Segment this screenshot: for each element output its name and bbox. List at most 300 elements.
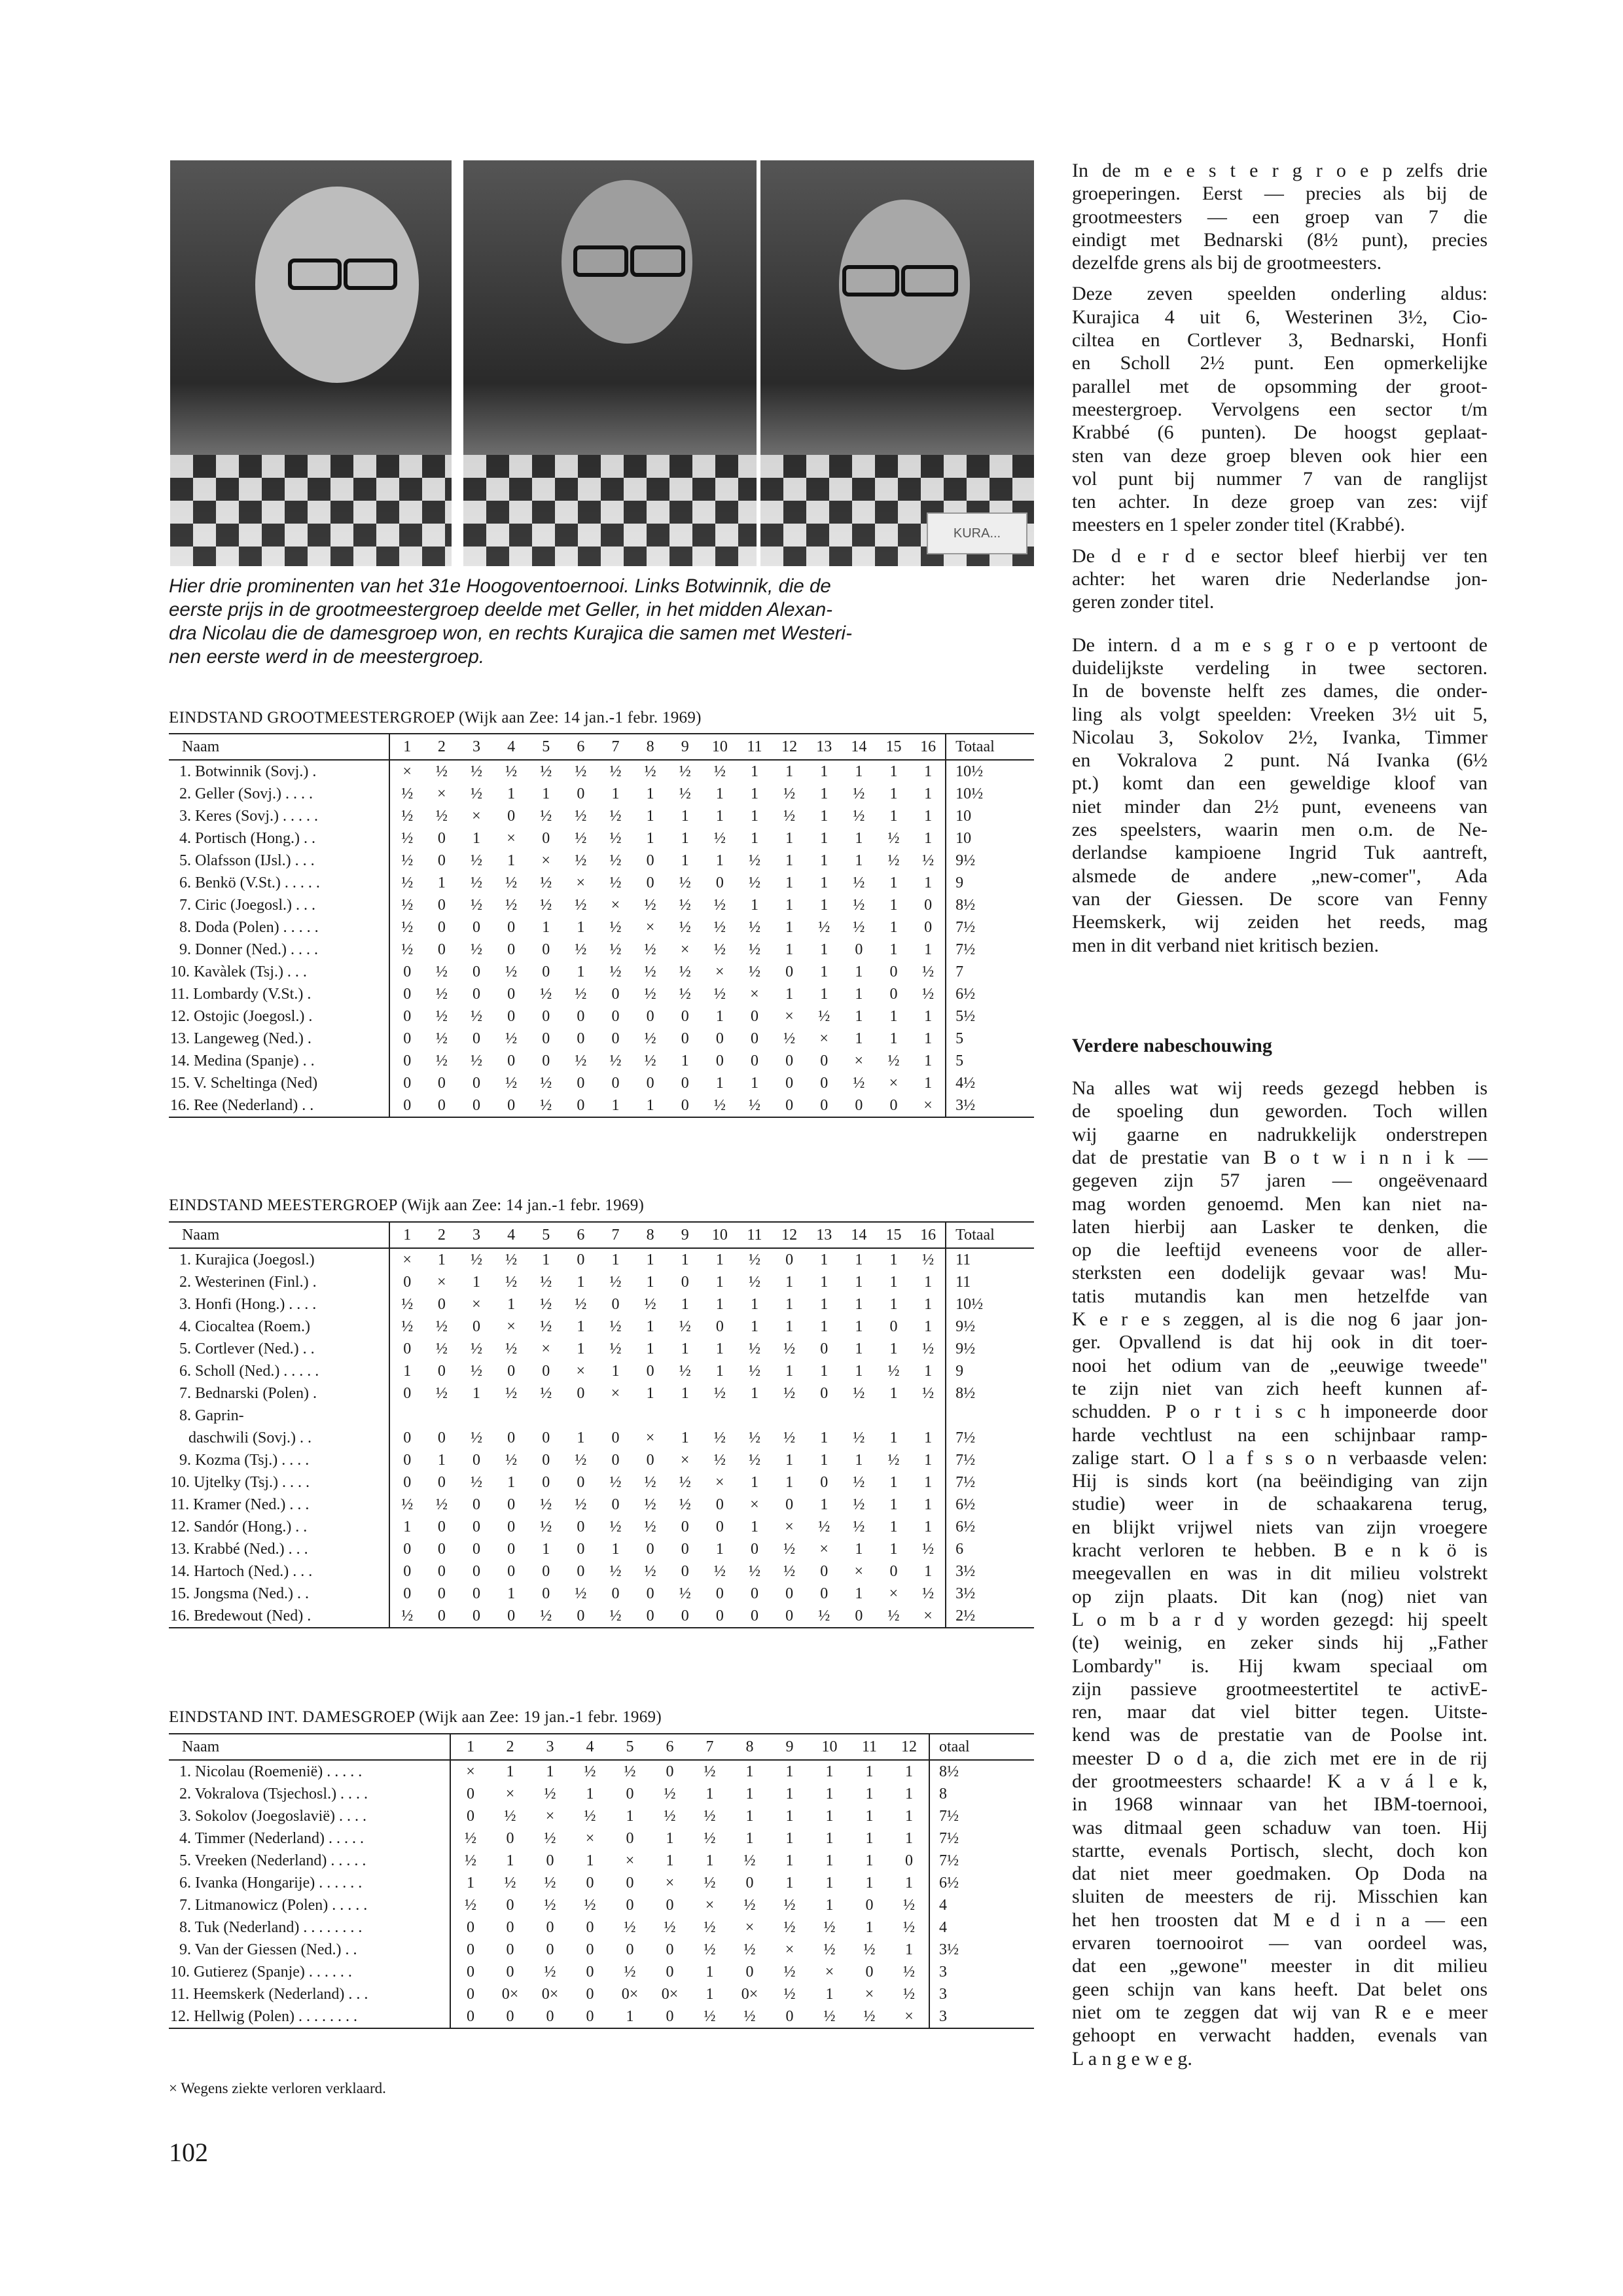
result-cell: 1 (889, 1007, 898, 1025)
result-cell: 1 (681, 1251, 689, 1268)
result-cell: 1 (924, 1052, 933, 1069)
result-cell: 0 (542, 1429, 550, 1446)
result-cell: 1 (889, 918, 898, 936)
result-cell: ½ (505, 963, 518, 980)
result-cell: 1 (825, 1807, 834, 1825)
column-header-opponent: 7 (598, 734, 633, 760)
result-cell: ½ (853, 1496, 865, 1513)
result-cell: ½ (401, 896, 414, 914)
result-cell: × (854, 1562, 864, 1580)
result-cell: ½ (887, 829, 900, 847)
result-cell: ½ (435, 1496, 448, 1513)
column-header-total: Totaal (946, 1222, 1034, 1248)
caption-line: nen eerste werd in de meestergroep. (169, 646, 485, 668)
result-cell: ½ (529, 1094, 563, 1117)
result-cell: 0 (542, 1007, 550, 1025)
result-cell: ½ (575, 852, 587, 869)
article-line: Lombardy" is. Hij kwam speciaal om (1072, 1655, 1488, 1677)
result-cell: ½ (470, 1473, 482, 1491)
result-cell: 0 (715, 1585, 724, 1602)
result-cell: 0 (668, 1605, 702, 1628)
result-cell: ½ (470, 1052, 482, 1069)
article-line: meesters en 1 speler zonder titel (Krabbé). (1072, 514, 1405, 536)
result-cell: ½ (505, 1340, 518, 1357)
result-cell: ½ (609, 1518, 622, 1535)
result-cell: ½ (748, 1340, 760, 1357)
result-cell (529, 1405, 563, 1427)
result-cell: ½ (470, 941, 482, 958)
article-line: mag worden genoemd. Men kan niet na- (1072, 1193, 1488, 1215)
result-cell: ½ (505, 1074, 518, 1092)
result-cell: ½ (922, 963, 935, 980)
result-cell: ½ (401, 807, 414, 825)
photo-kurajica (760, 160, 1034, 566)
player-name: 2. Westerinen (Finl.) . (169, 1271, 389, 1293)
result-cell: 0 (785, 1251, 794, 1268)
result-cell: 1 (820, 874, 829, 891)
player-name: 8. Tuk (Nederland) . . . . . . . . (169, 1916, 450, 1939)
article-line: ervaren toernooirot — van oordeel was, (1072, 1932, 1488, 1954)
column-header-opponent: 14 (842, 1222, 876, 1248)
result-cell: 0 (507, 1562, 516, 1580)
result-cell: 1 (924, 1518, 933, 1535)
table-row (169, 1293, 1034, 1316)
result-cell: ½ (505, 874, 518, 891)
result-cell: 0 (842, 1605, 876, 1628)
result-cell: ½ (853, 896, 865, 914)
column-header-name: Naam (169, 734, 389, 760)
result-cell: 1 (715, 807, 724, 825)
article-line: ling als volgt speelden: Vreeken 3½ uit 5, (1072, 703, 1488, 725)
result-cell: ½ (748, 918, 760, 936)
article-line: gehoopt en verwacht hadden, evenals van (1072, 2024, 1488, 2047)
result-cell: 1 (586, 1785, 594, 1803)
result-cell: 0 (389, 1094, 424, 1117)
table-title-meestergroep: EINDSTAND MEESTERGROEP (Wijk aan Zee: 14 jan.-1 febr. 1969) (169, 1196, 645, 1214)
player-name: 3. Honfi (Hong.) . . . . (169, 1293, 389, 1316)
result-cell: ½ (704, 1874, 716, 1892)
result-cell: × (545, 1807, 555, 1825)
result-cell: 0 (820, 1052, 829, 1069)
result-cell: 1 (745, 1763, 754, 1780)
result-cell: 0 (467, 1963, 474, 1981)
result-cell: 1 (472, 1273, 480, 1291)
result-cell: 0 (772, 1094, 807, 1117)
result-cell: 1 (437, 1451, 446, 1469)
table-row (169, 1783, 1034, 1805)
result-cell: × (889, 1074, 899, 1092)
article-line: L o m b a r d y worden gezegd: hij speelt (1072, 1608, 1488, 1630)
result-cell: 1 (825, 1785, 834, 1803)
result-cell: × (507, 829, 516, 847)
result-cell: ½ (713, 941, 726, 958)
result-cell: ½ (540, 1318, 552, 1335)
table-row (169, 1360, 1034, 1382)
article-line: derlandse kampioene Ingrid Tuk aantreft, (1072, 842, 1488, 864)
result-cell: 1 (820, 1362, 829, 1380)
result-cell: 1 (715, 1273, 724, 1291)
result-cell: ½ (704, 1829, 716, 1847)
player-name: 14. Hartoch (Ned.) . . . (169, 1560, 389, 1583)
player-name: 13. Krabbé (Ned.) . . . (169, 1538, 389, 1560)
result-cell: ½ (887, 1362, 900, 1380)
result-cell: 1 (865, 1829, 874, 1847)
column-header-name: Naam (169, 1222, 389, 1248)
result-cell: 0 (467, 1918, 474, 1936)
result-cell: 1 (924, 941, 933, 958)
result-cell: 0 (633, 1605, 668, 1628)
result-cell: ½ (679, 762, 691, 780)
result-cell: ½ (922, 1384, 935, 1402)
result-cell: 0 (542, 1562, 550, 1580)
result-cell: 1 (750, 829, 758, 847)
result-cell: 1 (666, 1829, 674, 1847)
player-name: 14. Medina (Spanje) . . (169, 1050, 389, 1072)
article-line: zes speelsters, waarin men o.m. de Ne- (1072, 819, 1488, 841)
result-cell: 0 (437, 1473, 446, 1491)
result-cell: ½ (679, 1318, 691, 1335)
result-cell: 1 (785, 985, 794, 1003)
result-cell: 0 (611, 1496, 620, 1513)
table-row (169, 1605, 1034, 1628)
table-row (169, 1316, 1034, 1338)
result-cell: 0 (459, 1094, 493, 1117)
result-cell (842, 1405, 876, 1427)
result-cell: ½ (540, 1496, 552, 1513)
result-cell: 0 (403, 1473, 412, 1491)
player-name: 4. Ciocaltea (Roem.) (169, 1316, 389, 1338)
article-line: ger. Opvallend is dat hij ook in dit toer- (1072, 1331, 1488, 1354)
total-score: 9 (946, 1360, 1034, 1382)
result-cell: 1 (855, 852, 863, 869)
result-cell: ½ (435, 963, 448, 980)
result-cell: 1 (889, 1295, 898, 1313)
result-cell: 1 (905, 1829, 913, 1847)
result-cell: 0 (530, 2005, 570, 2028)
table-row (169, 1005, 1034, 1028)
result-cell: 0 (506, 1941, 514, 1958)
article-line: (te) weinig, en zeker sinds hij „Father (1072, 1632, 1488, 1654)
article-line: grootmeesters — een groep van 7 die (1072, 206, 1488, 228)
result-cell: ½ (713, 985, 726, 1003)
result-cell: 0 (577, 1562, 585, 1580)
column-header-opponent: 9 (668, 734, 702, 760)
table-row (169, 1271, 1034, 1293)
result-cell: 1 (750, 785, 758, 802)
photo-glasses (630, 245, 685, 277)
column-header-opponent: 9 (770, 1734, 810, 1760)
result-cell: ½ (704, 1763, 716, 1780)
result-cell: 0 (646, 1540, 654, 1558)
result-cell: 1 (715, 852, 724, 869)
result-cell: 1 (889, 1496, 898, 1513)
article-line: gegeven zijn 57 jaren — ongeëvenaard (1072, 1170, 1488, 1192)
result-cell: × (680, 941, 690, 958)
result-cell: ½ (401, 941, 414, 958)
result-cell: 0 (785, 1052, 794, 1069)
column-header-opponent: 7 (690, 1734, 730, 1760)
result-cell: 0 (770, 2005, 810, 2028)
result-cell: 1 (785, 1785, 794, 1803)
article-line: In de bovenste helft zes dames, die onder- (1072, 680, 1488, 702)
result-cell: ½ (470, 896, 482, 914)
result-cell: ½ (903, 1918, 915, 1936)
result-cell: ½ (435, 1318, 448, 1335)
result-cell: 1 (889, 1340, 898, 1357)
result-cell: 0 (715, 874, 724, 891)
result-cell: 0 (546, 1941, 554, 1958)
result-cell: 1 (889, 762, 898, 780)
result-cell: × (705, 1896, 715, 1914)
result-cell: ½ (540, 985, 552, 1003)
article-line: Deze zeven speelden onderling aldus: (1072, 283, 1488, 305)
result-cell: 0 (403, 1384, 412, 1402)
result-cell: ½ (783, 1340, 796, 1357)
result-cell: 1 (905, 1785, 913, 1803)
result-cell: 0 (403, 1007, 412, 1025)
result-cell: 1 (855, 1540, 863, 1558)
result-cell: 0 (876, 1094, 911, 1117)
result-cell: 1 (646, 1273, 654, 1291)
player-name: 9. Van der Giessen (Ned.) . . (169, 1939, 450, 1961)
result-cell: 0× (741, 1985, 758, 2003)
result-cell: 0 (403, 1340, 412, 1357)
article-line: en Scholl 2½ punt. Een opmerkelijke (1072, 352, 1488, 374)
result-cell: 1 (889, 1384, 898, 1402)
result-cell: 0 (507, 1007, 516, 1025)
result-cell: 0 (467, 1785, 474, 1803)
result-cell: 1 (646, 1384, 654, 1402)
column-header-opponent: 11 (737, 734, 772, 760)
result-cell: 0 (506, 1896, 514, 1914)
result-cell: × (889, 1585, 899, 1602)
table-header-row (169, 1734, 1034, 1760)
result-cell: × (611, 896, 620, 914)
table-row (169, 1850, 1034, 1872)
result-cell: 1 (855, 1451, 863, 1469)
result-cell: 1 (785, 1295, 794, 1313)
result-cell: × (507, 1318, 516, 1335)
table-title-damesgroep: EINDSTAND INT. DAMESGROEP (Wijk aan Zee: 19 jan.-1 febr. 1969) (169, 1708, 662, 1726)
result-cell: 1 (705, 1785, 714, 1803)
table-row (169, 2005, 1034, 2028)
result-cell (389, 1405, 424, 1427)
player-name: 11. Lombardy (V.St.) . (169, 983, 389, 1005)
table-row (169, 1471, 1034, 1494)
result-cell: 0 (403, 1273, 412, 1291)
result-cell: 1 (785, 941, 794, 958)
result-cell: 1 (715, 785, 724, 802)
result-cell: ½ (783, 1030, 796, 1047)
result-cell: 0 (666, 1941, 674, 1958)
result-cell: × (645, 918, 655, 936)
result-cell: 1 (646, 807, 654, 825)
result-cell: 1 (586, 1852, 594, 1869)
result-cell: ½ (505, 1251, 518, 1268)
result-cell: 1 (924, 1007, 933, 1025)
result-cell: 1 (598, 1094, 633, 1117)
result-cell: 1 (855, 1030, 863, 1047)
result-cell: ½ (713, 1429, 726, 1446)
result-cell: 0 (403, 1451, 412, 1469)
result-cell: 1 (924, 807, 933, 825)
total-score: 5 (946, 1028, 1034, 1050)
result-cell: 1 (855, 1585, 863, 1602)
result-cell: 1 (820, 1318, 829, 1335)
photo-caption (169, 575, 1036, 669)
result-cell: ½ (783, 807, 796, 825)
result-cell: ½ (783, 785, 796, 802)
column-header-opponent: 2 (424, 734, 459, 760)
total-score: 6½ (929, 1872, 1034, 1894)
result-cell: 0 (646, 874, 654, 891)
result-cell: ½ (624, 1963, 636, 1981)
article-line: was ditmaal geen schaduw van toen. Hij (1072, 1816, 1488, 1839)
result-cell (424, 1405, 459, 1427)
result-cell: × (715, 1473, 724, 1491)
player-name: 10. Ujtelky (Tsj.) . . . . (169, 1471, 389, 1494)
result-cell: 1 (646, 785, 654, 802)
result-cell: ½ (783, 1985, 796, 2003)
article-line: ciltea en Cortlever 3, Bednarski, Honfi (1072, 329, 1488, 351)
article-line: De d e r d e sector bleef hierbij ver ten (1072, 545, 1488, 567)
total-score: 10½ (946, 783, 1034, 805)
result-cell: 0 (403, 1540, 412, 1558)
result-cell: ½ (823, 1918, 836, 1936)
article-line: Heemskerk, wij zeiden het reeds, mag (1072, 911, 1488, 933)
result-cell: 1 (924, 1473, 933, 1491)
result-cell: 1 (865, 1918, 874, 1936)
article-line: meegevallen en was in dit milieu volstrekt (1072, 1562, 1488, 1585)
result-cell: ½ (609, 762, 622, 780)
article-line: zijn passieve grootmeestertitel te activE- (1072, 1677, 1488, 1700)
result-cell: 1 (924, 785, 933, 802)
result-cell: × (745, 1918, 755, 1936)
total-score: 10 (946, 805, 1034, 827)
column-header-opponent: 4 (570, 1734, 610, 1760)
column-header-opponent: 3 (459, 1222, 493, 1248)
result-cell: ½ (644, 1295, 656, 1313)
player-name: 7. Bednarski (Polen) . (169, 1382, 389, 1405)
column-header-opponent: 3 (530, 1734, 570, 1760)
result-cell: 0 (403, 963, 412, 980)
result-cell: 0 (586, 1985, 594, 2003)
result-cell: 0 (542, 963, 550, 980)
article-line: niet om te zeggen dat wij van R e e meer (1072, 2001, 1488, 2023)
result-cell: 0 (611, 985, 620, 1003)
result-cell: 0 (437, 1429, 446, 1446)
result-cell: ½ (679, 1473, 691, 1491)
result-cell: 0 (542, 1585, 550, 1602)
result-cell: ½ (783, 1896, 796, 1914)
result-cell: ½ (748, 1562, 760, 1580)
result-cell: 1 (611, 1251, 620, 1268)
table-header-row (169, 1222, 1034, 1248)
result-cell (737, 1405, 772, 1427)
result-cell: ½ (743, 1941, 756, 1958)
result-cell: 0 (924, 918, 933, 936)
result-cell: ½ (470, 1251, 482, 1268)
result-cell: 0 (750, 1030, 758, 1047)
result-cell: ½ (575, 807, 587, 825)
result-cell: ½ (505, 896, 518, 914)
result-cell: 0 (546, 1918, 554, 1936)
column-header-opponent: 11 (737, 1222, 772, 1248)
result-cell: ½ (505, 1273, 518, 1291)
result-cell: ½ (853, 807, 865, 825)
result-cell: × (785, 1007, 794, 1025)
result-cell: 1 (889, 1518, 898, 1535)
result-cell: 1 (611, 785, 620, 802)
result-cell: 1 (889, 874, 898, 891)
result-cell: 0 (577, 1251, 585, 1268)
result-cell: × (911, 1605, 946, 1628)
article-line: te zijn niet van zich heeft kunnen af- (1072, 1377, 1488, 1399)
result-cell: 1 (889, 785, 898, 802)
column-header-opponent: 11 (849, 1734, 889, 1760)
player-name: 10. Kavàlek (Tsj.) . . . (169, 961, 389, 983)
result-cell (494, 1405, 529, 1427)
article-line: en blijkt vrijwel niets van zijn vroegere (1072, 1516, 1488, 1538)
column-header-opponent: 14 (842, 734, 876, 760)
result-cell: 0 (506, 1963, 514, 1981)
result-cell: ½ (609, 1318, 622, 1335)
result-cell: 1 (437, 874, 446, 891)
result-cell: 1 (467, 1874, 474, 1892)
result-cell: ½ (783, 1540, 796, 1558)
result-cell: 0 (646, 852, 654, 869)
result-cell: 0 (611, 1074, 620, 1092)
total-score: 9½ (946, 1338, 1034, 1360)
result-cell: ½ (853, 874, 865, 891)
table-row (169, 1583, 1034, 1605)
result-cell: 1 (889, 1251, 898, 1268)
column-header-opponent: 10 (702, 734, 737, 760)
photo-botwinnik (170, 160, 452, 566)
result-cell: 1 (507, 852, 516, 869)
result-cell: ½ (748, 874, 760, 891)
result-cell: 0 (745, 1874, 754, 1892)
result-cell: ½ (783, 1562, 796, 1580)
result-cell: 0 (924, 896, 933, 914)
result-cell: 1 (546, 1763, 554, 1780)
total-score: 3 (929, 2005, 1034, 2028)
result-cell: 0 (646, 1074, 654, 1092)
result-cell: ½ (679, 985, 691, 1003)
result-cell: ½ (401, 785, 414, 802)
result-cell: ½ (679, 1496, 691, 1513)
result-cell: ½ (713, 1451, 726, 1469)
result-cell: 0 (472, 1496, 480, 1513)
column-header-opponent: 1 (389, 734, 424, 760)
article-line: niet minder dan 2½ punt, eveneens van (1072, 795, 1488, 817)
player-name: 1. Kurajica (Joegosl.) (169, 1248, 389, 1271)
player-name: 5. Olafsson (IJsl.) . . . (169, 850, 389, 872)
article-line: van der Giessen. De score van Fenny (1072, 888, 1488, 910)
result-cell: 0 (507, 1496, 516, 1513)
total-score: 10½ (946, 1293, 1034, 1316)
result-cell: ½ (863, 1941, 876, 1958)
result-cell: 1 (924, 1429, 933, 1446)
article-line: Hij is sinds kort (na beëindiging van zijn (1072, 1470, 1488, 1492)
result-cell: 0 (490, 2005, 530, 2028)
article-line: Krabbé (6 punten). De hoogst geplaat- (1072, 422, 1488, 444)
result-cell: ½ (853, 1518, 865, 1535)
result-cell: ½ (807, 1605, 842, 1628)
result-cell: 1 (681, 807, 689, 825)
result-cell: 0 (577, 1384, 585, 1402)
article-line: ren, maar dat viel bitter tegen. Uitste- (1072, 1701, 1488, 1723)
